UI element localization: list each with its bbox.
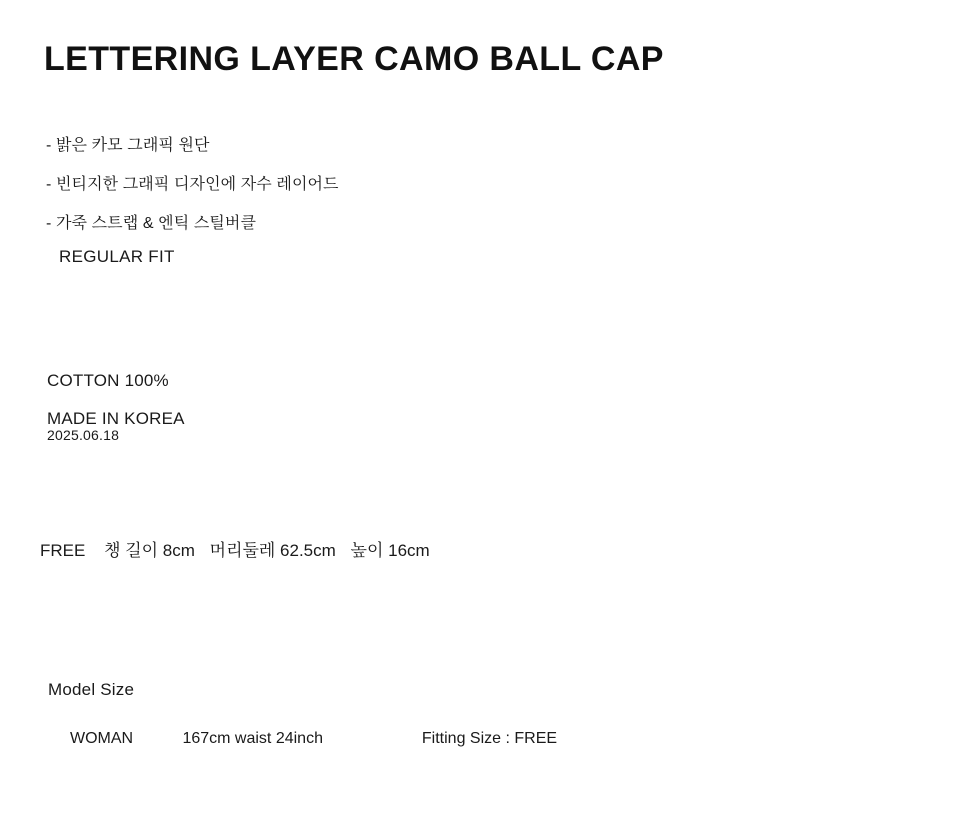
release-date: 2025.06.18 <box>47 427 120 443</box>
model-fitting-size: Fitting Size : FREE <box>421 730 558 747</box>
model-gender: WOMAN <box>70 730 134 747</box>
page-title: LETTERING LAYER CAMO BALL CAP <box>44 40 664 78</box>
model-measurements: 167cm waist 24inch <box>182 730 323 747</box>
origin-label: MADE IN KOREA <box>47 409 185 428</box>
size-height: 높이 16cm <box>350 541 430 560</box>
list-item: - 빈티지한 그래픽 디자인에 자수 레이어드 <box>46 176 339 193</box>
model-size-heading: Model Size <box>48 680 135 699</box>
material-label: COTTON 100% <box>47 371 169 390</box>
model-size-row <box>70 730 557 748</box>
size-spec-row <box>40 536 440 561</box>
size-name: FREE <box>40 541 86 560</box>
list-item: - 가죽 스트랩 & 엔틱 스틸버클 <box>46 215 257 232</box>
size-brim-length: 챙 길이 8cm <box>104 541 195 560</box>
list-item: - 밝은 카모 그래픽 원단 <box>46 137 210 154</box>
feature-list <box>46 126 746 243</box>
fit-label: REGULAR FIT <box>59 247 175 266</box>
size-head-circumference: 머리둘레 62.5cm <box>209 541 336 560</box>
